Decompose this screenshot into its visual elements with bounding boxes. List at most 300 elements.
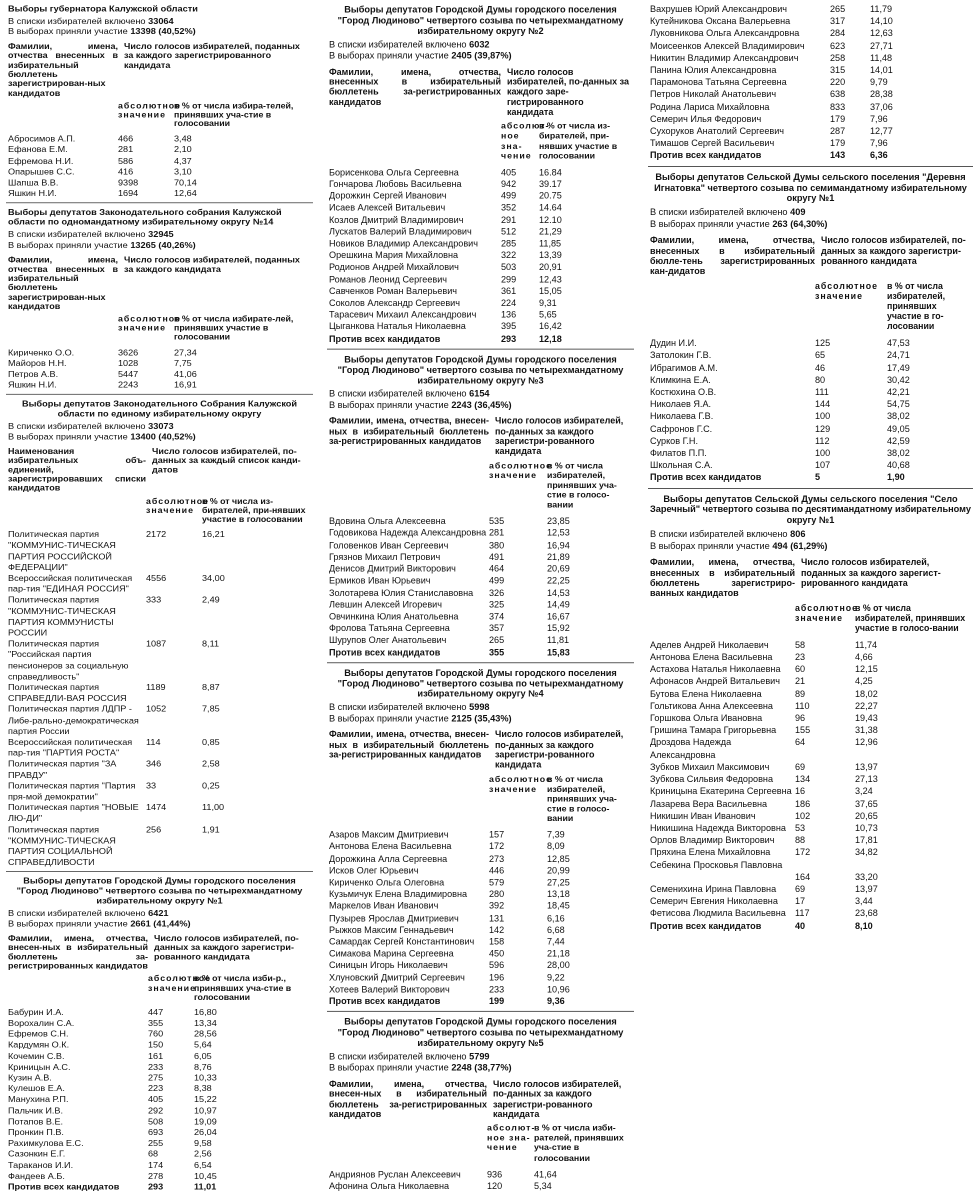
table-row (8, 188, 311, 199)
table-row (329, 249, 632, 261)
voters-registered (329, 389, 632, 400)
absolute-votes: 499 (501, 191, 517, 201)
percent-votes: 40,68 (887, 460, 910, 471)
percent-votes: 38,02 (887, 447, 910, 458)
governor-election-block (6, 0, 313, 204)
candidate-name: Сазонкин Е.Г. (8, 1149, 66, 1159)
table-row (650, 810, 971, 822)
percent-votes: 14,01 (870, 65, 893, 76)
voters-participated-value: 2661 (41,44%) (130, 918, 191, 928)
percent-votes: 70,14 (174, 178, 197, 188)
percent-votes: 1,90 (887, 472, 905, 483)
percent-votes: 21,29 (539, 226, 562, 237)
absolute-votes: 446 (489, 865, 505, 876)
candidate-name: Кириченко О.О. (8, 347, 75, 357)
absolute-votes: 512 (501, 226, 517, 237)
percent-votes: 5,34 (534, 1181, 552, 1191)
percent-votes: 12,96 (855, 737, 878, 748)
percent-votes: 37,06 (870, 101, 893, 112)
table-row (8, 347, 311, 358)
percent-votes: 30,42 (887, 374, 910, 385)
candidate-name: Тарасевич Михаил Александрович (329, 309, 477, 320)
table-row (650, 3, 971, 15)
absolute-votes: 65 (815, 350, 826, 361)
table-row (329, 829, 632, 841)
percent-votes: 8,38 (194, 1084, 212, 1094)
candidate-name: Шурупов Олег Анатольевич (329, 635, 447, 646)
percent-votes: 24,71 (887, 350, 910, 361)
absolute-votes: 299 (501, 274, 517, 284)
table-row (8, 1149, 311, 1160)
voters-registered (329, 40, 632, 51)
percent-votes: 13,39 (539, 250, 562, 261)
subheader-spacer (8, 974, 148, 1001)
table-row (329, 984, 632, 996)
candidate-name: Савченков Роман Валерьевич (329, 286, 458, 296)
table-row (8, 1105, 311, 1116)
absolute-votes: 833 (830, 101, 846, 112)
absolute-votes: 936 (487, 1169, 503, 1180)
table-row (650, 663, 971, 675)
votes-column-header: Число голосов избирателей, поданных за каждого зарегист-рированного кандидата (801, 557, 941, 588)
candidate-name: Исаев Алексей Витальевич (329, 202, 446, 213)
percent-votes: 12,77 (870, 126, 893, 137)
block-title: Выборы депутатов Сельской Думы сельского поселения "Деревня Игнатовка" четвертого созыва по семимандатному избирательному округу №1 (654, 171, 967, 204)
subheader-spacer (650, 281, 815, 332)
table-row (329, 202, 632, 214)
percent-votes: 0,85 (202, 737, 220, 747)
percent-votes: 5,65 (539, 309, 557, 320)
voters-participated (329, 714, 632, 725)
absolute-votes: 21 (795, 676, 806, 687)
absolute-votes: 464 (489, 563, 505, 574)
percent-votes: 34,00 (202, 573, 225, 583)
percent-votes: 23,85 (547, 516, 570, 527)
percent-votes: 8,76 (194, 1062, 212, 1072)
block-title: Выборы депутатов Городской Думы городского поселения "Город Людиново" четвертого созыва по четырехмандатному избирательному округу №4 (337, 667, 624, 699)
absolute-votes: 40 (795, 920, 806, 931)
percent-votes: 34,82 (855, 847, 878, 858)
table-row (650, 639, 971, 651)
table-row (8, 1061, 311, 1072)
voters-participated-value: 2243 (36,45%) (451, 400, 512, 410)
percent-value-header: в % от числа избирателей, принявших участие в голосо-вании (855, 602, 966, 633)
percent-votes: 14,53 (547, 587, 570, 598)
subheader-spacer (329, 1123, 487, 1162)
voters-participated-value: 263 (64,30%) (772, 218, 828, 229)
table-row (329, 261, 632, 273)
candidate-name: Дорожкин Сергей Иванович (329, 191, 447, 201)
candidate-name: Политическая партия СПРАВЕДЛИ-ВАЯ РОССИЯ (8, 683, 127, 703)
absolute-votes: 158 (489, 936, 505, 947)
table-row (650, 76, 971, 88)
absolute-votes: 64 (795, 737, 806, 748)
zs-district-14-block (6, 204, 313, 396)
absolute-votes: 3626 (118, 347, 139, 357)
candidate-name: Сафронов Г.С. (650, 423, 713, 434)
absolute-votes: 355 (489, 647, 505, 657)
votes-column-header: Число голосов избирателей, по-данных за каждого зарегистри-рованного кандидата (821, 235, 966, 266)
candidate-name: Политическая партия "КОММУНИС-ТИЧЕСКАЯ ПАРТИЯ СОЦИАЛЬНОЙ СПРАВЕДЛИВОСТИ (8, 825, 116, 867)
table-row (650, 125, 971, 137)
voters-registered (8, 230, 311, 240)
table-row (329, 515, 632, 527)
absolute-votes: 395 (501, 321, 517, 332)
absolute-votes: 111 (815, 386, 829, 397)
candidate-name: Андриянов Руслан Алексеевич (329, 1169, 461, 1180)
table-header (650, 235, 971, 276)
subheader-spacer (329, 460, 489, 509)
candidates-column-header: Фамилии, имена, отчества, внесенных в избирательный бюллетень за-регистрированных кандидатов (329, 66, 501, 107)
percent-votes: 13,97 (855, 883, 878, 894)
table-row (329, 611, 632, 623)
absolute-votes: 255 (148, 1138, 164, 1148)
table-row (650, 798, 971, 810)
percent-votes: 12,85 (547, 853, 570, 864)
candidate-name: Кочемин С.В. (8, 1051, 65, 1061)
percent-value-header: в % от числа избирателей, принявших уча-стие в голосо-вании (547, 460, 617, 510)
voters-participated-value: 494 (61,29%) (772, 540, 828, 551)
percent-votes: 2,49 (202, 595, 220, 605)
table-row (650, 736, 971, 760)
candidate-name: Рыжков Максим Геннадьевич (329, 925, 454, 935)
subheader-spacer (329, 121, 501, 160)
table-row (8, 1116, 311, 1127)
voters-participated-label: В выборах приняли участие (329, 400, 449, 410)
candidate-name: Политическая партия "Российская партия пенсионеров за социальную справедливость" (8, 639, 129, 682)
absolute-votes: 174 (148, 1160, 164, 1170)
voters-registered (650, 529, 971, 541)
voters-registered-value: 32945 (148, 230, 174, 240)
votes-column-header: Число голосов избирателей, по-данных за каждый список канди-датов (152, 446, 301, 475)
table-row (329, 273, 632, 285)
candidate-name: Политическая партия "КОММУНИС-ТИЧЕСКАЯ ПАРТИЯ РОССИЙСКОЙ ФЕДЕРАЦИИ" (8, 530, 116, 572)
candidate-name: Политическая партия "Партия пря-мой демократии" (8, 781, 136, 802)
table-subheader (329, 774, 632, 823)
table-row (8, 759, 311, 781)
voters-registered (329, 1052, 632, 1063)
percent-votes: 21,18 (547, 948, 570, 959)
candidate-name: Затолокин Г.В. (650, 350, 712, 361)
voters-registered-value: 6154 (469, 388, 490, 399)
percent-votes: 7,75 (174, 358, 192, 368)
candidate-name: Панина Юлия Александровна (650, 65, 777, 76)
percent-votes: 21,89 (547, 552, 570, 562)
candidate-name: Фандеев А.Б. (8, 1171, 65, 1181)
candidate-name: Ефанова Е.М. (8, 145, 68, 155)
table-row (8, 1160, 311, 1171)
candidate-name: Горшкова Ольга Ивановна (650, 713, 763, 724)
absolute-votes: 80 (815, 374, 826, 385)
candidate-name: Козлов Дмитрий Владимирович (329, 214, 464, 225)
voters-registered-label: В списки избирателей включено (329, 388, 467, 399)
voters-registered-label: В списки избирателей включено (650, 529, 788, 540)
table-row (8, 166, 311, 177)
candidate-name: Пронкин П.В. (8, 1127, 64, 1137)
table-row (650, 386, 971, 398)
percent-votes: 42,59 (887, 435, 910, 446)
table-row (329, 190, 632, 202)
table-row (329, 972, 632, 984)
candidate-name: Климкина Е.А. (650, 374, 711, 385)
candidate-name: Николаев Я.А. (650, 399, 712, 410)
absolute-votes: 5 (815, 472, 821, 483)
block-title: Выборы депутатов Городской Думы городского поселения "Город Людиново" четвертого созыва по четырехмандатному избирательному округу №1 (16, 876, 303, 906)
table-header (329, 67, 632, 117)
candidates-column-header: Фамилии, имена, отчества, внесен-ных в избирательный бюллетень за-регистрированных кандидатов (329, 729, 489, 760)
absolute-votes: 53 (795, 822, 806, 833)
percent-votes: 13,34 (194, 1018, 217, 1028)
table-header (8, 42, 311, 98)
candidate-name: Никишина Надежда Викторовна (650, 822, 786, 833)
percent-votes: 11,74 (855, 639, 878, 650)
table-row (8, 155, 311, 166)
candidates-column-header: Фамилии, имена, отчества, внесен-ных в избирательный бюллетень за-регистрированных кандидатов (329, 1078, 487, 1119)
percent-votes: 13,18 (547, 889, 570, 900)
percent-votes: 2,56 (194, 1149, 212, 1159)
candidate-name: Филатов П.П. (650, 447, 707, 458)
absolute-votes: 164 (795, 871, 811, 882)
candidate-name: Криницын А.С. (8, 1062, 71, 1072)
table-subheader (8, 314, 311, 341)
candidate-name: Хлуновский Дмитрий Сергеевич (329, 972, 465, 983)
voters-registered-value: 5998 (469, 702, 490, 713)
percent-votes: 8,10 (855, 920, 873, 931)
percent-votes: 10,33 (194, 1073, 217, 1083)
voters-participated (8, 241, 311, 251)
candidate-name: Криницына Екатерина Сергеевна (650, 786, 792, 797)
percent-votes: 3,44 (855, 896, 873, 907)
table-row (8, 1029, 311, 1040)
candidate-name: Петров А.В. (8, 369, 59, 379)
candidates-column-header: Фамилии, имена, отчества, внесен-ных в избирательный бюллетень за-регистрированных кандидатов (8, 933, 148, 971)
percent-votes: 11,01 (194, 1182, 217, 1192)
candidate-name: Антонова Елена Васильевна (650, 652, 773, 663)
candidate-name: Денисов Дмитрий Викторович (329, 563, 456, 574)
percent-votes: 3,10 (174, 167, 192, 177)
absolute-votes: 186 (795, 798, 811, 809)
candidate-name: Семенихина Ирина Павловна (650, 883, 777, 894)
absolute-votes: 596 (489, 960, 505, 971)
table-row (329, 226, 632, 238)
absolute-votes: 143 (830, 150, 846, 161)
total-row (650, 471, 971, 483)
voters-participated (329, 400, 632, 411)
table-row (329, 563, 632, 575)
absolute-votes: 392 (489, 901, 505, 912)
candidate-name: Политическая партия "НОВЫЕ ЛЮ-ДИ" (8, 803, 139, 824)
absolute-value-header: абсолютное значение (148, 974, 212, 993)
absolute-votes: 503 (501, 262, 517, 273)
results-table (650, 337, 971, 483)
table-row (8, 1051, 311, 1062)
percent-votes: 20,99 (547, 865, 570, 876)
absolute-votes: 23 (795, 652, 806, 663)
votes-column-header: Число голосов избирателей, по-данных за каждого заре-гистрированного кандидата (507, 66, 630, 117)
percent-votes: 12,18 (539, 333, 562, 344)
block-title: Выборы депутатов Законодательного Собрания Калужской области по единому избирательному округу (21, 399, 298, 419)
absolute-value-header: абсолютное значение (118, 101, 182, 120)
percent-value-header: в % от числа избирате-лей, принявших участие в голосовании (174, 314, 294, 342)
table-row (329, 960, 632, 972)
voters-participated-value: 13265 (40,26%) (130, 240, 196, 250)
table-header (8, 447, 311, 493)
absolute-votes: 256 (146, 825, 162, 835)
table-row (650, 137, 971, 149)
table-row (329, 238, 632, 250)
voters-participated-label: В выборах приняли участие (8, 27, 128, 37)
absolute-votes: 1028 (118, 358, 139, 368)
absolute-votes: 100 (815, 447, 831, 458)
absolute-votes: 693 (148, 1127, 164, 1137)
absolute-votes: 275 (148, 1073, 164, 1083)
candidate-name: Против всех кандидатов (650, 150, 762, 161)
absolute-votes: 4556 (146, 573, 167, 583)
absolute-votes: 535 (489, 516, 505, 527)
table-row (650, 724, 971, 736)
candidate-name: Политическая партия "КОММУНИС-ТИЧЕСКАЯ ПАРТИЯ КОММУНИСТЫ РОССИИ (8, 595, 116, 638)
percent-votes: 17,81 (855, 835, 878, 846)
table-row (329, 309, 632, 321)
percent-votes: 16,80 (194, 1007, 217, 1017)
absolute-votes: 1189 (146, 683, 166, 692)
table-row (650, 651, 971, 663)
voters-registered-label: В списки избирателей включено (329, 39, 467, 50)
absolute-votes: 142 (489, 925, 505, 935)
total-row (650, 149, 971, 161)
percent-votes: 6,05 (194, 1051, 212, 1061)
table-row (8, 638, 311, 682)
table-row (329, 297, 632, 309)
absolute-votes: 280 (489, 889, 505, 900)
candidate-name: Яшкин Н.И. (8, 380, 57, 390)
table-row (8, 573, 311, 595)
candidate-name: Вдовина Ольга Алексеевна (329, 516, 446, 527)
candidate-name: Парамонова Татьяна Сергеевна (650, 77, 787, 88)
percent-votes: 6,54 (194, 1160, 212, 1170)
absolute-votes: 380 (489, 540, 505, 550)
candidate-name: Дудин И.И. (650, 338, 697, 349)
voters-participated-value: 13400 (40,52%) (130, 432, 196, 441)
table-row (8, 737, 311, 759)
candidate-name: Кутейникова Оксана Валерьевна (650, 16, 791, 27)
candidate-name: Родионов Андрей Михайлович (329, 262, 459, 273)
block-title: Выборы депутатов Городской Думы городского поселения "Город Людиново" четвертого созыва по четырехмандатному избирательному округу №2 (337, 4, 624, 36)
absolute-votes: 1052 (146, 704, 167, 714)
voters-participated-label: В выборах приняли участие (329, 713, 449, 724)
table-row (650, 349, 971, 361)
candidate-name: Дорожкина Алла Сергеевна (329, 853, 448, 864)
table-row (8, 134, 311, 145)
percent-value-header: в % от числа избирателей, принявших участие в го-лосовании (887, 280, 946, 332)
absolute-votes: 9398 (118, 178, 139, 188)
table-row (329, 888, 632, 900)
table-row (329, 1168, 632, 1180)
absolute-votes: 5447 (118, 369, 139, 379)
candidate-name: Ефремов С.Н. (8, 1029, 69, 1039)
table-row (650, 398, 971, 410)
table-row (8, 1127, 311, 1138)
absolute-votes: 134 (795, 774, 811, 785)
percent-votes: 16.84 (539, 167, 562, 177)
percent-value-header: в % от числа избирателей, принявших уча-стие в голосо-вании (547, 773, 617, 824)
percent-votes: 9,58 (194, 1138, 212, 1148)
table-row (650, 712, 971, 724)
absolute-votes: 291 (501, 214, 517, 225)
voters-registered-label: В списки избирателей включено (329, 702, 467, 713)
table-row (329, 178, 632, 190)
absolute-votes: 220 (830, 77, 846, 88)
candidates-column-header: Фамилии, имена, отчества внесенных в избирательный бюллетень зарегистрирован-ных кандидатов (8, 255, 118, 311)
candidate-name: Пальчик И.В. (8, 1106, 64, 1116)
absolute-votes: 46 (815, 362, 826, 373)
percent-votes: 11,79 (870, 4, 893, 14)
candidate-name: Зубков Михаил Максимович (650, 761, 770, 772)
absolute-value-header: абсолютное значение (118, 314, 182, 333)
candidate-name: Рахимкулова Е.С. (8, 1138, 84, 1148)
percent-votes: 33,20 (855, 871, 878, 882)
total-row (650, 920, 971, 932)
votes-column-header: Число голосов избирателей, по-данных за каждого зарегистри-рованного кандидата (495, 416, 624, 457)
candidate-name: Азаров Максим Дмитриевич (329, 829, 449, 840)
table-row (8, 595, 311, 639)
percent-votes: 16,42 (539, 321, 562, 332)
voters-registered-label: В списки избирателей включено (8, 908, 146, 918)
candidate-name: Ефремова Н.И. (8, 156, 74, 166)
absolute-votes: 292 (148, 1106, 164, 1116)
percent-votes: 9,36 (547, 996, 565, 1007)
table-row (329, 948, 632, 960)
voters-registered-label: В списки избирателей включено (329, 1051, 467, 1062)
candidate-name: Исков Олег Юрьевич (329, 865, 419, 876)
percent-votes: 49,05 (887, 423, 910, 434)
table-row (650, 337, 971, 349)
candidate-name: Фетисова Людмила Васильевна (650, 908, 786, 919)
candidate-name: Фролова Татьяна Сергеевна (329, 623, 450, 634)
percent-votes: 22,27 (855, 700, 878, 711)
absolute-votes: 265 (489, 635, 505, 646)
table-row (650, 883, 971, 895)
candidate-name: Гришина Тамара Григорьевна (650, 725, 777, 736)
percent-votes: 13,97 (855, 761, 878, 772)
table-row (650, 785, 971, 797)
block-title: Выборы депутатов Городской Думы городского поселения "Город Людиново" четвертого созыва по четырехмандатному избирательному округу №3 (337, 354, 624, 386)
percent-votes: 18,02 (855, 688, 878, 699)
table-row (329, 285, 632, 297)
table-row (8, 1007, 311, 1018)
absolute-votes: 120 (487, 1181, 503, 1191)
absolute-votes: 322 (501, 250, 517, 261)
absolute-votes: 100 (815, 411, 831, 422)
percent-votes: 15,83 (547, 647, 570, 657)
absolute-value-header: абсолют-ное зна-чение (487, 1123, 536, 1153)
city-duma-district-5-continued-block (648, 0, 973, 167)
table-row (650, 40, 971, 52)
candidate-name: Кузин А.В. (8, 1073, 52, 1083)
table-row (329, 936, 632, 948)
table-row (329, 527, 632, 539)
table-row (650, 773, 971, 785)
voters-registered-value: 33073 (148, 421, 174, 431)
absolute-votes: 60 (795, 664, 806, 675)
table-row (329, 877, 632, 889)
absolute-votes: 144 (815, 399, 831, 410)
table-row (650, 374, 971, 386)
candidate-name: Всероссийская политическая пар-тия "ПАРТИЯ РОСТА" (8, 737, 133, 758)
city-duma-district-1-block (6, 872, 313, 1196)
table-row (650, 761, 971, 773)
voters-participated (329, 51, 632, 62)
